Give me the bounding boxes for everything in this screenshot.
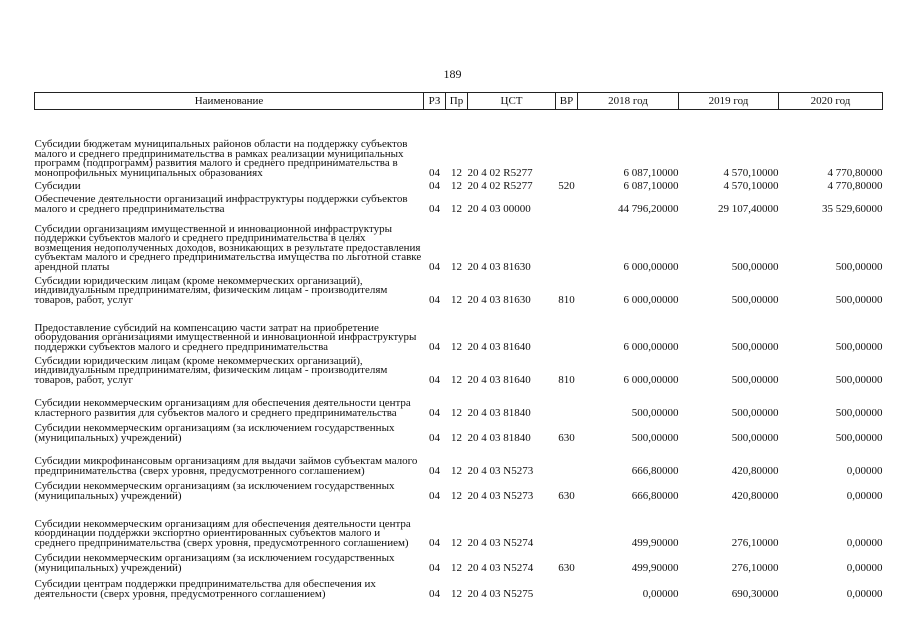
page-number: 189 [443,67,462,81]
cell-rz: 04 [429,431,440,444]
budget-table [34,92,883,599]
table-row [35,352,883,385]
cell-2019: 29 107,40000 [718,202,779,215]
cell-rz: 04 [429,373,440,386]
cell-name: Субсидии юридическим лицам (кроме некоммерческих организаций), индивидуальным предпринимателям, физическим лицам - производителям товаров, работ, услуг [34,274,388,306]
header-name: Наименование [35,93,424,110]
cell-pr: 12 [451,406,462,419]
table-row [35,418,883,443]
cell-2018: 499,90000 [631,561,679,574]
cell-2018: 499,90000 [631,536,679,549]
cell-pr: 12 [451,536,462,549]
cell-rz: 04 [429,406,440,419]
cell-cst: 20 4 03 81840 [467,431,531,444]
cell-cst: 20 4 03 N5275 [467,587,534,600]
cell-2018: 666,80000 [631,464,679,477]
table-row [35,214,883,272]
header-row [35,93,883,110]
cell-pr: 12 [451,202,462,215]
cell-rz: 04 [429,489,440,502]
cell-pr: 12 [451,561,462,574]
cell-vr [556,501,578,548]
cell-2019: 500,00000 [731,293,779,306]
header-vr: ВР [556,93,578,110]
cell-vr [556,110,578,179]
cell-2019: 500,00000 [731,260,779,273]
cell-2020: 4 770,80000 [827,179,883,192]
cell-2018: 6 000,00000 [623,373,679,386]
cell-cst: 20 4 03 N5274 [467,561,534,574]
header-rz: РЗ [424,93,446,110]
cell-cst: 20 4 03 81630 [467,293,531,306]
cell-cst: 20 4 03 81640 [467,340,531,353]
cell-cst: 20 4 02 R5277 [467,179,533,192]
table-row [35,385,883,418]
cell-2018: 500,00000 [631,431,679,444]
cell-rz: 04 [429,202,440,215]
cell-vr [556,305,578,352]
cell-2018: 500,00000 [631,406,679,419]
table-row [35,501,883,548]
table-row [35,272,883,305]
table-row [35,191,883,214]
cell-2020: 500,00000 [835,406,883,419]
header-pr: Пр [446,93,468,110]
cell-pr: 12 [451,179,462,192]
table-row [35,573,883,599]
cell-cst: 20 4 03 00000 [467,202,531,215]
cell-2018: 6 087,10000 [623,179,679,192]
header-2018: 2018 год [578,93,679,110]
cell-2018: 6 000,00000 [623,340,679,353]
cell-name: Субсидии некоммерческим организациям для обеспечения деятельности центра координации поддержки экспортно ориентированных субъектов малого и среднего предпринимательства (сверх уровня, предусмотренного соглашением) [34,517,411,549]
cell-rz: 04 [429,536,440,549]
cell-name: Субсидии [34,179,81,192]
cell-name: Обеспечение деятельности организаций инфраструктуры поддержки субъектов малого и среднего предпринимательства [34,193,408,215]
table-row [35,305,883,352]
cell-pr: 12 [451,340,462,353]
cell-pr: 12 [451,373,462,386]
header-2019: 2019 год [679,93,779,110]
cell-2020: 500,00000 [835,431,883,444]
cell-2020: 35 529,60000 [822,202,883,215]
cell-pr: 12 [451,293,462,306]
cell-vr: 520 [558,179,575,192]
cell-name: Предоставление субсидий на компенсацию части затрат на приобретение оборудования организациями имущественной и инновационной инфраструктуры поддержки субъектов малого и среднего предпринимательства [34,321,417,353]
cell-cst: 20 4 03 N5274 [467,536,534,549]
cell-2019: 500,00000 [731,373,779,386]
cell-rz: 04 [429,587,440,600]
cell-cst: 20 4 03 81640 [467,373,531,386]
cell-vr: 630 [558,431,575,444]
cell-vr: 810 [558,293,575,306]
cell-2019: 420,80000 [731,464,779,477]
cell-cst: 20 4 03 81840 [467,406,531,419]
cell-2019: 4 570,10000 [723,166,779,179]
cell-2020: 0,00000 [846,561,883,574]
cell-name: Субсидии некоммерческим организациям для обеспечения деятельности центра кластерного развития для субъектов малого и среднего предпринимательства [34,397,411,419]
cell-2019: 276,10000 [731,536,779,549]
cell-cst: 20 4 03 81630 [467,260,531,273]
cell-rz: 04 [429,179,440,192]
cell-2019: 500,00000 [731,340,779,353]
table-row [35,178,883,191]
cell-vr [556,385,578,418]
cell-pr: 12 [451,260,462,273]
cell-cst: 20 4 02 R5277 [467,166,533,179]
cell-name: Субсидии некоммерческим организациям (за исключением государственных (муниципальных) учреждений) [34,480,395,502]
cell-2020: 0,00000 [846,464,883,477]
cell-name: Субсидии некоммерческим организациям (за исключением государственных (муниципальных) учреждений) [34,552,395,574]
table-row [35,110,883,179]
table-row [35,476,883,501]
table-row [35,548,883,573]
cell-2020: 0,00000 [846,587,883,600]
cell-name: Субсидии некоммерческим организациям (за исключением государственных (муниципальных) учреждений) [34,422,395,444]
cell-2019: 690,30000 [731,587,779,600]
cell-2019: 500,00000 [731,431,779,444]
cell-vr [556,214,578,272]
table-row [35,443,883,476]
cell-vr [556,191,578,214]
cell-pr: 12 [451,431,462,444]
cell-2018: 6 000,00000 [623,260,679,273]
cell-2020: 500,00000 [835,340,883,353]
cell-2020: 0,00000 [846,536,883,549]
cell-2020: 500,00000 [835,293,883,306]
cell-vr [556,573,578,599]
cell-2018: 6 087,10000 [623,166,679,179]
cell-rz: 04 [429,340,440,353]
cell-pr: 12 [451,587,462,600]
cell-pr: 12 [451,489,462,502]
cell-vr: 810 [558,373,575,386]
cell-2020: 500,00000 [835,260,883,273]
cell-name: Субсидии организациям имущественной и инновационной инфраструктуры поддержки субъектов малого и среднего предпринимательства в целях возмещения недополученных доходов, возникающих в результате предоставления субъектам малого и среднего предпринимательства имущества по льготной ставке арендной платы [34,222,422,273]
header-2020: 2020 год [779,93,883,110]
header-cst: ЦСТ [468,93,556,110]
cell-vr [556,443,578,476]
cell-2019: 500,00000 [731,406,779,419]
cell-2019: 420,80000 [731,489,779,502]
cell-vr: 630 [558,489,575,502]
cell-rz: 04 [429,293,440,306]
cell-2018: 6 000,00000 [623,293,679,306]
cell-2018: 44 796,20000 [618,202,679,215]
cell-rz: 04 [429,464,440,477]
cell-vr: 630 [558,561,575,574]
cell-2018: 0,00000 [642,587,679,600]
cell-cst: 20 4 03 N5273 [467,464,534,477]
cell-name: Субсидии микрофинансовым организациям для выдачи займов субъектам малого предпринимательства (сверх уровня, предусмотренного соглашением) [34,455,418,477]
cell-name: Субсидии центрам поддержки предпринимательства для обеспечения их деятельности (сверх уровня, предусмотренного соглашением) [34,578,376,600]
cell-pr: 12 [451,464,462,477]
cell-name: Субсидии бюджетам муниципальных районов области на поддержку субъектов малого и среднего предпринимательства в рамках реализации муниципальных программ (подпрограмм) развития малого и среднего предпринимательства в монопрофильных муниципальных образованиях [34,138,408,179]
cell-rz: 04 [429,260,440,273]
cell-rz: 04 [429,166,440,179]
cell-2019: 276,10000 [731,561,779,574]
table-body [35,110,883,600]
cell-2020: 0,00000 [846,489,883,502]
cell-2018: 666,80000 [631,489,679,502]
cell-cst: 20 4 03 N5273 [467,489,534,502]
cell-2019: 4 570,10000 [723,179,779,192]
cell-rz: 04 [429,561,440,574]
cell-2020: 4 770,80000 [827,166,883,179]
cell-pr: 12 [451,166,462,179]
cell-2020: 500,00000 [835,373,883,386]
cell-name: Субсидии юридическим лицам (кроме некоммерческих организаций), индивидуальным предпринимателям, физическим лицам - производителям товаров, работ, услуг [34,354,388,386]
